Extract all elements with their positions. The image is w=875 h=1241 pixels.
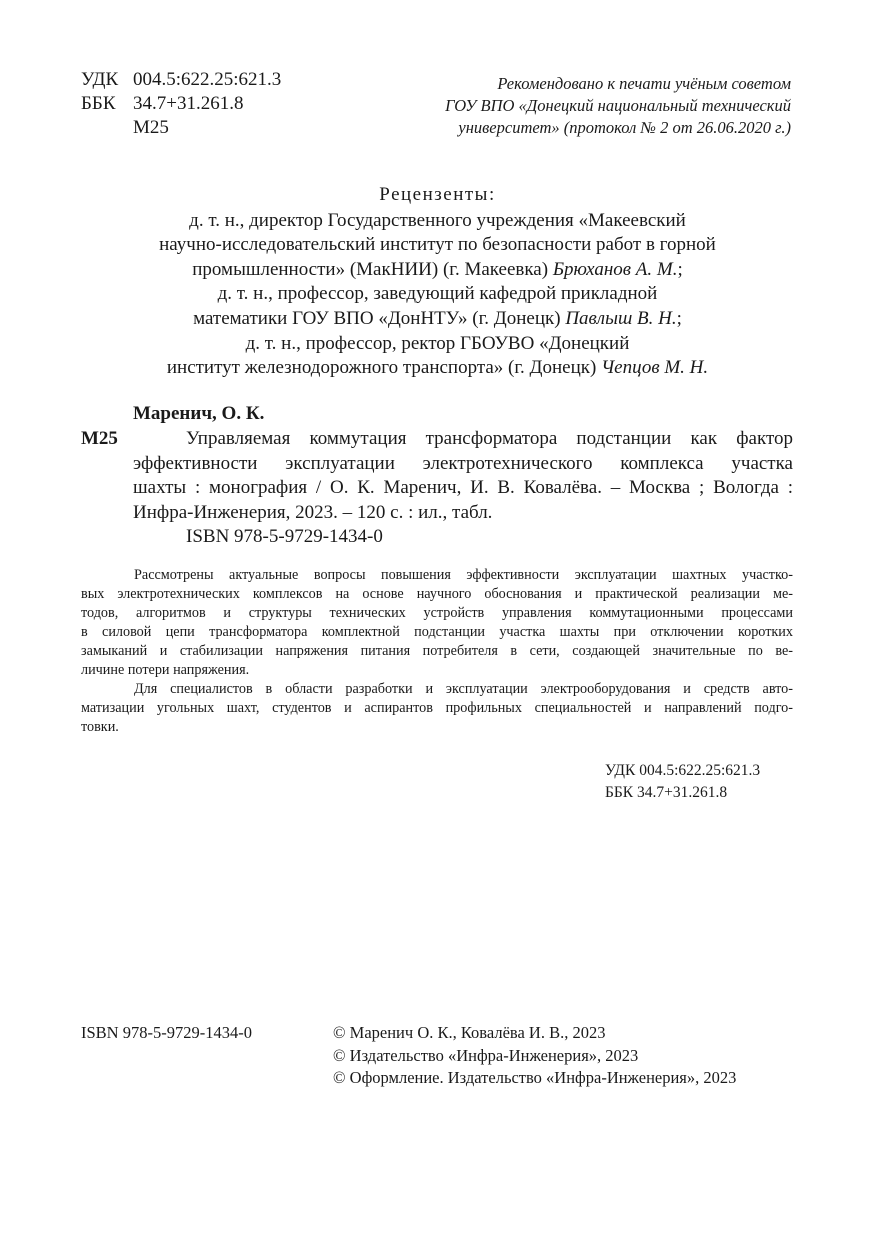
card-line: Инфра-Инженерия, 2023. – 120 с. : ил., табл. (133, 501, 493, 523)
copyrights (333, 1022, 736, 1090)
reviewer-1-line: д. т. н., директор Государственного учреждения «Макеевский (189, 209, 686, 231)
reviewer-2-line: д. т. н., профессор, заведующий кафедрой прикладной (217, 283, 658, 305)
annotation-line: матизации угольных шахт, студентов и аспирантов профильных специальностей и направлений подго- (81, 700, 793, 716)
annotation-line: тодов, алгоритмов и структуры технических устройств управления коммутационными процессами (81, 605, 793, 621)
copyright-line: © Издательство «Инфра-Инженерия», 2023 (333, 1045, 639, 1065)
reviewers-heading: Рецензенты: (379, 184, 496, 205)
reviewer-2-name: Павлыш В. Н. (565, 307, 677, 329)
reviewer-3-line: д. т. н., профессор, ректор ГБОУВО «Донецкий (245, 332, 630, 354)
reviewer-3-name: Чепцов М. Н. (601, 357, 709, 379)
annotation-line: замыканий и стабилизации напряжения питания потребителя в сети, создающей значительные по ве- (81, 643, 793, 659)
recommendation-line: Рекомендовано к печати учёным советом (497, 74, 791, 93)
card-line: Управляемая коммутация трансформатора подстанции как фактор (186, 428, 793, 449)
reviewer-1-line: промышленности» (МакНИИ) (г. Макеевка) Брюханов А. М.; (192, 258, 683, 280)
reviewer-3-line: институт железнодорожного транспорта» (г. Донецк) Чепцов М. Н. (166, 357, 709, 379)
annotation-line: Рассмотрены актуальные вопросы повышения эффективности эксплуатации шахтных участко- (134, 567, 793, 583)
udk-bottom: УДК 004.5:622.25:621.3 (605, 762, 761, 779)
author-mark: М25 (133, 117, 169, 138)
card-description (133, 427, 793, 550)
card-line: эффективности эксплуатации электротехнического комплекса участка (133, 452, 793, 474)
bbk-code (81, 92, 243, 116)
copyright-line: © Оформление. Издательство «Инфра-Инженерия», 2023 (333, 1068, 737, 1087)
udk-value: 004.5:622.25:621.3 (133, 69, 282, 90)
reviewer-1-line: научно-исследовательский институт по безопасности работ в горной (159, 234, 716, 256)
bbk-value: 34.7+31.261.8 (133, 93, 244, 114)
copyright-line: © Маренич О. К., Ковалёва И. В., 2023 (333, 1023, 606, 1042)
annotation-line: вых электротехнических комплексов на основе научного обоснования и практической реализации ме- (81, 586, 793, 602)
bbk-label: ББК (81, 93, 116, 114)
annotation (81, 566, 793, 737)
udk-code (81, 68, 281, 92)
udk-label: УДК (81, 69, 119, 90)
annotation-line: товки. (81, 719, 119, 735)
annotation-line: в силовой цепи трансформатора комплектной подстанции участка шахты при отключении коротких (81, 624, 793, 640)
recommendation-line: ГОУ ВПО «Донецкий национальный технический (445, 96, 791, 115)
footer-isbn: ISBN 978-5-9729-1434-0 (81, 1023, 252, 1042)
reviewers-block (0, 183, 875, 381)
classification-bottom (605, 760, 760, 804)
bbk-bottom: ББК 34.7+31.261.8 (605, 784, 728, 801)
recommendation-line: университет» (протокол № 2 от 26.06.2020 г.) (458, 118, 791, 137)
author-mark-row (81, 116, 169, 140)
reviewer-2-line: математики ГОУ ВПО «ДонНТУ» (г. Донецк) Павлыш В. Н.; (193, 307, 682, 329)
card-line: шахты : монография / О. К. Маренич, И. В. Ковалёва. – Москва ; Вологда : (133, 477, 793, 498)
card-isbn: ISBN 978-5-9729-1434-0 (186, 526, 383, 547)
annotation-line: Для специалистов в области разработки и эксплуатации электрооборудования и средств авто- (134, 681, 793, 697)
card-author: Маренич, О. К. (133, 403, 265, 424)
annotation-line: личине потери напряжения. (81, 662, 250, 678)
reviewer-1-name: Брюханов А. М. (552, 258, 678, 280)
recommendation (371, 73, 791, 139)
card-index: М25 (81, 428, 118, 449)
